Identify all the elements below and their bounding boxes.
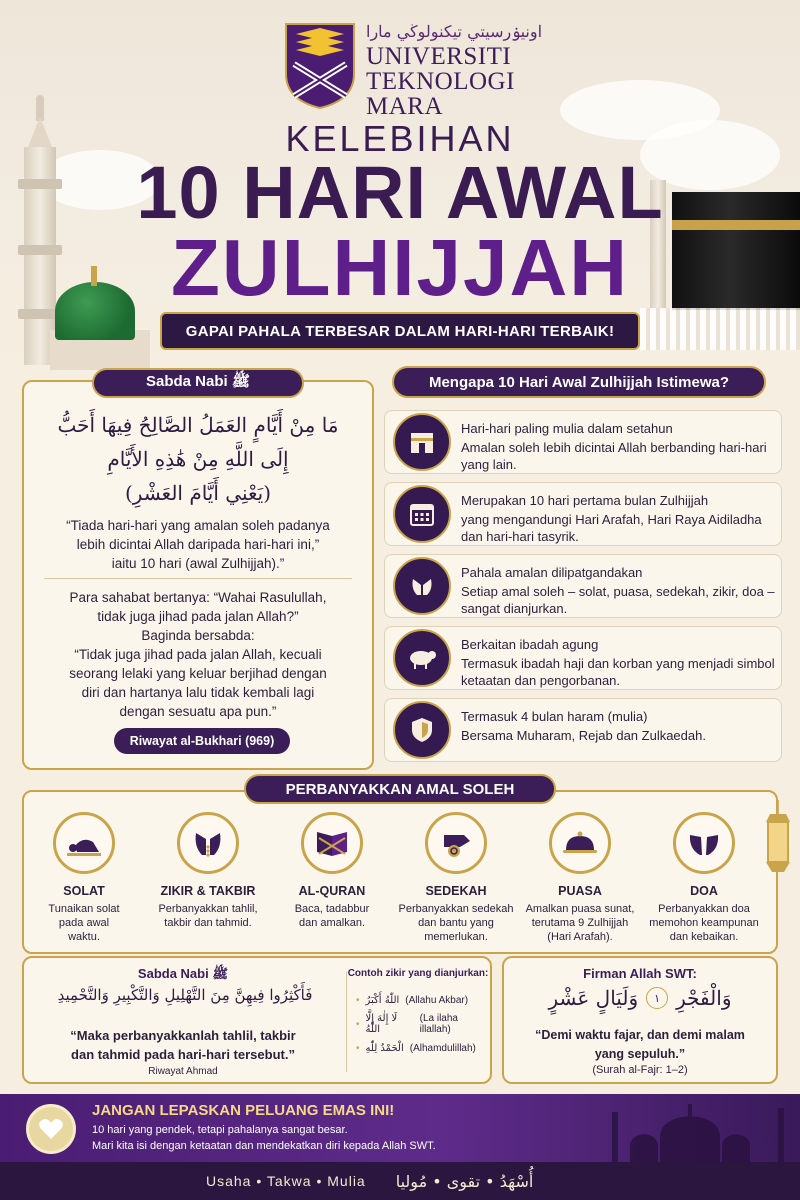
reason-item — [384, 482, 782, 546]
amal-desc: dan amalkan. — [298, 917, 366, 929]
firman-panel — [502, 956, 778, 1084]
footer-motto-bar — [0, 1162, 800, 1200]
zikir-arabic: الْحَمْدُ لِلّٰهِ — [365, 1042, 404, 1054]
hadith-question-line: Para sahabat bertanya: “Wahai Rasulullah, — [69, 590, 327, 605]
amal-desc: Baca, tadabbur — [294, 903, 370, 915]
hadith-arabic-line-2: إِلَى اللَّهِ مِنْ هَٰذِهِ الأَيَّامِ — [107, 447, 289, 471]
hadith-arabic-line-1: مَا مِنْ أَيَّامٍ العَمَلُ الصَّالِحُ فِيهَا أَحَبُّ — [57, 413, 339, 437]
reason-title: Hari-hari paling mulia dalam setahun — [461, 421, 673, 436]
amal-desc: waktu. — [68, 931, 100, 943]
title-line-1: 10 HARI AWAL — [136, 151, 664, 234]
sabda-nabi-pill: Sabda Nabi ﷺ — [92, 368, 304, 398]
amal-desc: dan bantu yang — [418, 917, 494, 929]
zikir-romanized: (Alhamdulillah) — [409, 1042, 476, 1054]
amal-desc: Amalkan puasa sunat, — [525, 903, 635, 915]
lantern-icon — [762, 800, 794, 900]
firman-arabic-part: وَالْفَجْرِ — [676, 986, 732, 1010]
zikir-title: Contoh zikir yang dianjurkan: — [347, 968, 489, 979]
sabda-translation — [24, 1026, 342, 1064]
zikir-item: • لَا إِلٰهَ إِلَّا اللّٰهُ (La ilaha illallah) — [356, 1012, 490, 1036]
university-name — [366, 22, 542, 119]
hadith-answer-line: “Tidak juga jihad pada jalan Allah, kecuali — [74, 647, 322, 662]
amal-desc: Perbanyakkan doa — [658, 903, 750, 915]
university-line-3: MARA — [366, 93, 444, 120]
ayah-number-marker: ١ — [646, 987, 668, 1009]
hadith-translation-line: lebih dicintai Allah daripada hari-hari ini,” — [76, 537, 320, 552]
sabda-zikir-panel — [22, 956, 492, 1084]
reason-desc: Setiap amal soleh – solat, puasa, sedekah, zikir, doa – sangat dianjurkan. — [461, 584, 775, 616]
sabda-translation-line: “Maka perbanyakkanlah tahlil, takbir — [70, 1028, 296, 1043]
university-line-2: TEKNOLOGI — [366, 68, 515, 95]
amal-name: AL-QURAN — [298, 884, 366, 898]
heart-icon — [26, 1104, 76, 1154]
amal-soleh-panel — [22, 790, 778, 954]
sabda-translation-line: dan tahmid pada hari-hari tersebut.” — [71, 1047, 295, 1062]
tagline-ribbon: GAPAI PAHALA TERBESAR DALAM HARI-HARI TERBAIK! — [160, 312, 640, 350]
divider — [346, 972, 347, 1072]
amal-name: SOLAT — [63, 884, 105, 898]
shield-icon — [393, 701, 451, 759]
reason-item — [384, 554, 782, 618]
amal-desc: (Hari Arafah). — [547, 931, 613, 943]
zikir-list — [356, 988, 490, 1060]
amal-desc: memohon keampunan — [649, 917, 759, 929]
amal-name: SEDEKAH — [425, 884, 487, 898]
amal-desc: Perbanyakkan tahlil, — [158, 903, 258, 915]
title-kicker: KELEBIHAN — [285, 118, 515, 159]
amal-desc: pada awal — [58, 917, 110, 929]
hadith-dialogue — [24, 588, 372, 721]
amal-item — [148, 812, 268, 930]
amal-item — [644, 812, 764, 944]
mosque-skyline-silhouette — [600, 1098, 800, 1162]
praying-hands-icon — [393, 557, 451, 615]
reason-desc: yang mengandungi Hari Arafah, Hari Raya Aidiladha dan hari-hari tasyrik. — [461, 512, 762, 544]
amal-name: PUASA — [558, 884, 602, 898]
university-line-1: UNIVERSITI — [366, 43, 512, 70]
reason-desc: Termasuk ibadah haji dan korban yang menjadi simbol ketaatan dan pengorbanan. — [461, 656, 775, 688]
sabda-source: Riwayat Ahmad — [148, 1066, 218, 1077]
sabda-title: Sabda Nabi ﷺ — [137, 966, 229, 981]
firman-translation-line: yang sepuluh.” — [594, 1047, 686, 1061]
hadith-question-line: tidak juga jihad pada jalan Allah?” — [97, 609, 299, 624]
firman-arabic — [504, 986, 776, 1010]
amal-item — [520, 812, 640, 944]
amal-desc: terutama 9 Zulhijjah — [531, 917, 629, 929]
hadith-arabic-line-3: (يَعْنِي أَيَّامَ العَشْرِ) — [124, 481, 271, 505]
amal-name: DOA — [690, 884, 718, 898]
amal-desc: Tunaikan solat — [48, 903, 120, 915]
food-cloche-icon — [549, 812, 611, 874]
motto-jawi: أُسْهَدُ • تقوى • مُوليا — [395, 1171, 534, 1191]
amal-item — [272, 812, 392, 930]
firman-translation — [504, 1026, 776, 1064]
zikir-romanized: (La ilaha illallah) — [419, 1013, 458, 1035]
amal-item — [396, 812, 516, 944]
amal-desc: takbir dan tahmid. — [164, 917, 252, 929]
reason-desc: Amalan soleh lebih dicintai Allah berbanding hari-hari yang lain. — [461, 440, 767, 472]
hadith-answer-line: dengan sesuatu apa pun.” — [119, 704, 277, 719]
hadith-translation-line: “Tiada hari-hari yang amalan soleh padanya — [66, 518, 330, 533]
hadith-panel — [22, 380, 374, 770]
sabda-arabic: فَأَكْثِرُوا فِيهِنَّ مِنَ التَّهْلِيلِ وَالتَّكْبِيرِ وَالتَّحْمِيدِ — [57, 986, 313, 1004]
cta-line-1: 10 hari yang pendek, tetapi pahalanya sangat besar. — [92, 1124, 348, 1136]
pilgrims-crowd-illustration — [640, 308, 800, 350]
hadith-answer-line: diri dan hartanya lalu tidak kembali lagi — [81, 685, 315, 700]
title-line-2: ZULHIJJAH — [170, 223, 630, 312]
firman-translation-line: “Demi waktu fajar, dan demi malam — [535, 1028, 745, 1042]
amal-soleh-pill: PERBANYAKKAN AMAL SOLEH — [244, 774, 556, 804]
amal-desc: memerlukan. — [424, 931, 488, 943]
cta-line-2: Mari kita isi dengan ketaatan dan mendekatkan diri kepada Allah SWT. — [92, 1140, 436, 1152]
amal-desc: dan kebaikan. — [669, 931, 739, 943]
uitm-logo-shield — [284, 22, 356, 110]
quran-icon — [301, 812, 363, 874]
hadith-answer-line: seorang lelaki yang keluar berjihad dengan — [69, 666, 327, 681]
kaaba-icon — [393, 413, 451, 471]
hadith-translation — [24, 516, 372, 573]
hadith-source: Riwayat al-Bukhari (969) — [114, 728, 290, 754]
charity-icon — [425, 812, 487, 874]
zikir-romanized: (Allahu Akbar) — [405, 994, 469, 1006]
firman-source: (Surah al-Fajr: 1–2) — [592, 1064, 688, 1076]
amal-desc: Perbanyakkan sedekah — [398, 903, 514, 915]
university-jawi-name: اونيۏرسيتي تيكنولوڬي مارا — [366, 22, 543, 41]
reason-item — [384, 626, 782, 690]
reason-desc: Bersama Muharam, Rejab dan Zulkaedah. — [461, 728, 706, 743]
reason-item — [384, 410, 782, 474]
motto-latin: Usaha • Takwa • Mulia — [206, 1173, 366, 1189]
cta-headline: JANGAN LEPASKAN PELUANG EMAS INI! — [92, 1102, 395, 1119]
tasbih-hands-icon — [177, 812, 239, 874]
dua-hands-icon — [673, 812, 735, 874]
zikir-arabic: اللّٰهُ أَكْبَرُ — [365, 994, 400, 1006]
hadith-arabic — [24, 408, 372, 510]
sheep-icon — [393, 629, 451, 687]
reason-title: Pahala amalan dilipatgandakan — [461, 565, 643, 580]
calendar-icon — [393, 485, 451, 543]
prostration-icon — [53, 812, 115, 874]
hadith-question-line: Baginda bersabda: — [141, 628, 255, 643]
zikir-item: • اللّٰهُ أَكْبَرُ (Allahu Akbar) — [356, 994, 469, 1006]
firman-title: Firman Allah SWT: — [583, 966, 697, 981]
reason-item — [384, 698, 782, 762]
amal-name: ZIKIR & TAKBIR — [160, 884, 256, 898]
hadith-translation-line: iaitu 10 hari (awal Zulhijjah).” — [111, 556, 285, 571]
reason-title: Merupakan 10 hari pertama bulan Zulhijjah — [461, 493, 709, 508]
firman-arabic-part: وَلَيَالٍ عَشْرٍ — [548, 986, 639, 1010]
amal-item — [24, 812, 144, 944]
zikir-item: • الْحَمْدُ لِلّٰهِ (Alhamdulillah) — [356, 1042, 476, 1054]
reason-title: Berkaitan ibadah agung — [461, 637, 599, 652]
reasons-pill: Mengapa 10 Hari Awal Zulhijjah Istimewa? — [392, 366, 766, 398]
divider — [44, 578, 352, 579]
zikir-arabic: لَا إِلٰهَ إِلَّا اللّٰهُ — [365, 1013, 398, 1035]
reason-title: Termasuk 4 bulan haram (mulia) — [461, 709, 648, 724]
